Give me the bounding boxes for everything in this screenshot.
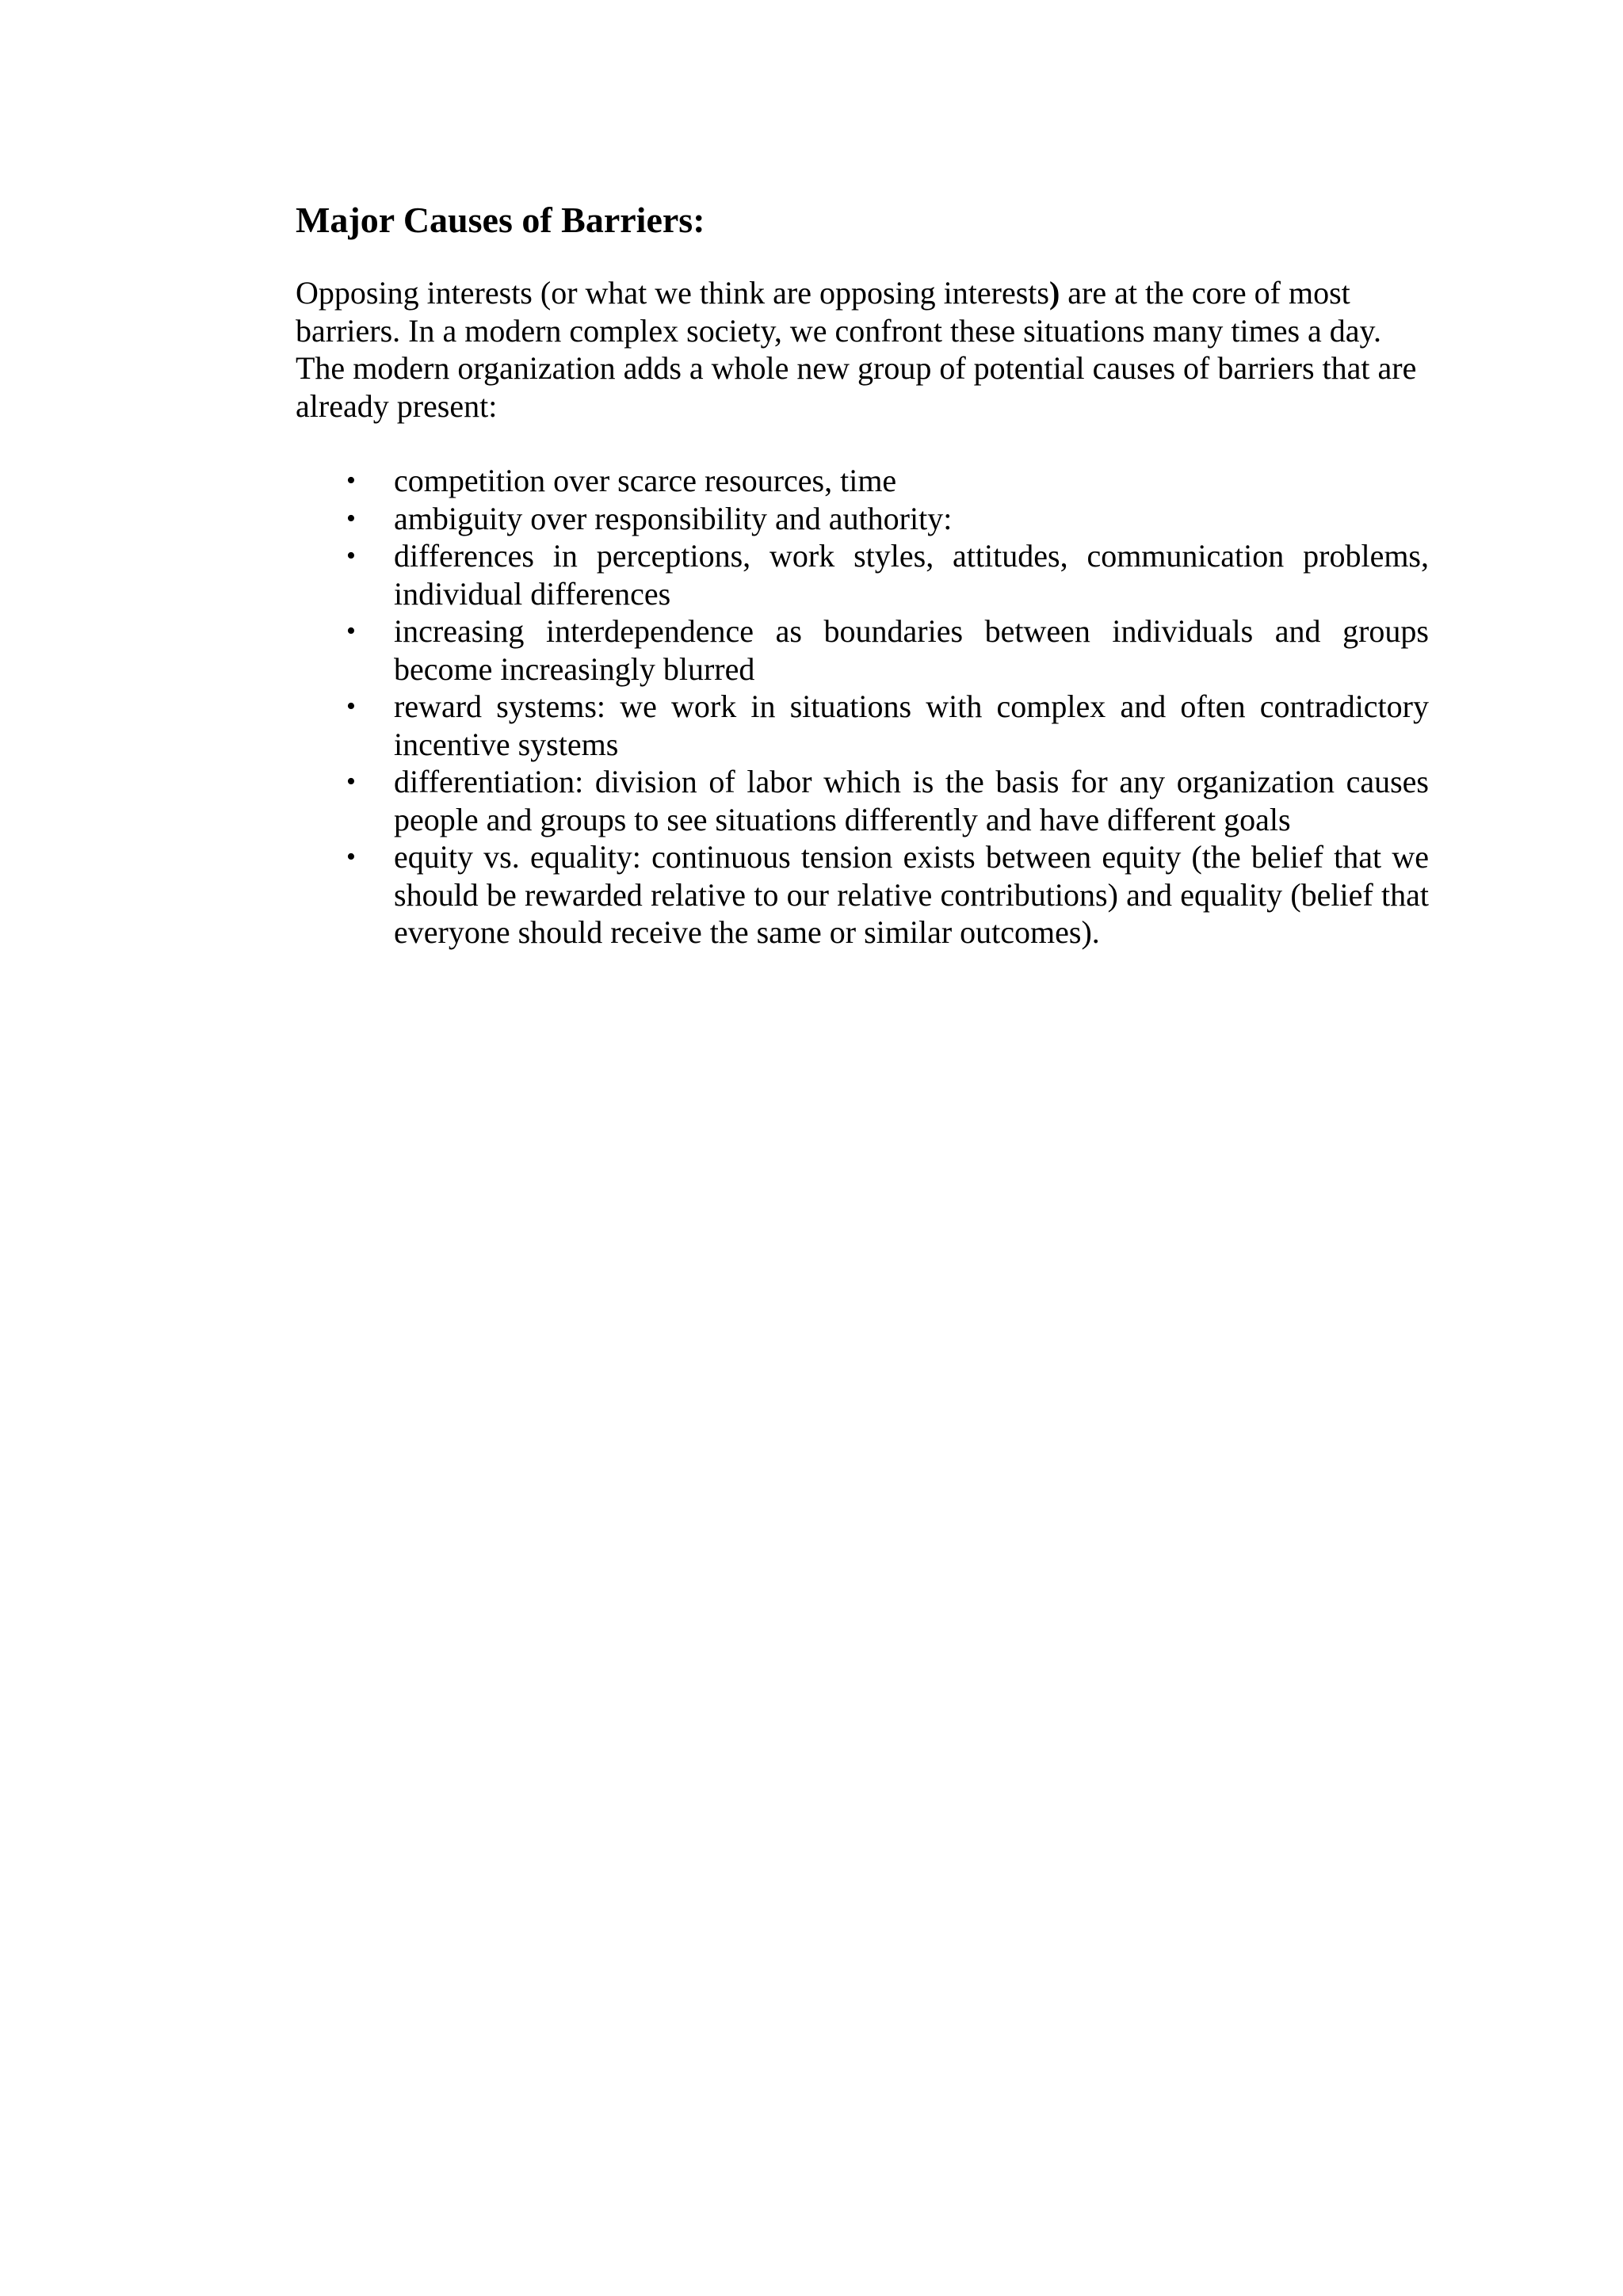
document-content xyxy=(296,193,1429,952)
list-item-text: competition over scarce resources, time xyxy=(394,463,897,498)
list-item-text: differences in perceptions, work styles, attitudes, communication problems, individual differences xyxy=(394,538,1429,612)
list-item xyxy=(296,462,1429,500)
causes-list xyxy=(296,462,1429,952)
list-item-text: equity vs. equality: continuous tension exists between equity (the belief that we should be rewarded relative to our relative contributions) and equality (belief that everyone should receive the same or similar outcomes). xyxy=(394,839,1429,950)
intro-paragraph xyxy=(296,274,1429,425)
list-item xyxy=(296,612,1429,688)
list-item-text: increasing interdependence as boundaries between individuals and groups become increasingly blurred xyxy=(394,613,1429,687)
list-item xyxy=(296,838,1429,952)
list-item xyxy=(296,500,1429,538)
bullet-icon: • xyxy=(346,767,356,796)
list-item xyxy=(296,763,1429,838)
bullet-icon: • xyxy=(346,541,356,570)
intro-text-end: are at the core of most barriers. In a modern complex society, we confront these situations many times a day. The modern organization adds a whole new group of potential causes of barriers that are already present: xyxy=(296,275,1417,424)
list-item xyxy=(296,688,1429,763)
bullet-icon: • xyxy=(346,616,356,646)
bullet-icon: • xyxy=(346,692,356,721)
list-item-text: differentiation: division of labor which is the basis for any organization causes people and groups to see situations differently and have different goals xyxy=(394,764,1429,837)
list-item xyxy=(296,537,1429,612)
list-item-text: ambiguity over responsibility and authority: xyxy=(394,500,953,536)
intro-text-start: Opposing interests (or what we think are opposing interests xyxy=(296,275,1049,311)
bullet-icon: • xyxy=(346,503,356,533)
section-heading: Major Causes of Barriers: xyxy=(296,200,705,240)
intro-bold-paren: ) xyxy=(1048,275,1060,311)
list-item-text: reward systems: we work in situations with complex and often contradictory incentive systems xyxy=(394,688,1429,762)
bullet-icon: • xyxy=(346,842,356,871)
bullet-icon: • xyxy=(346,466,356,495)
